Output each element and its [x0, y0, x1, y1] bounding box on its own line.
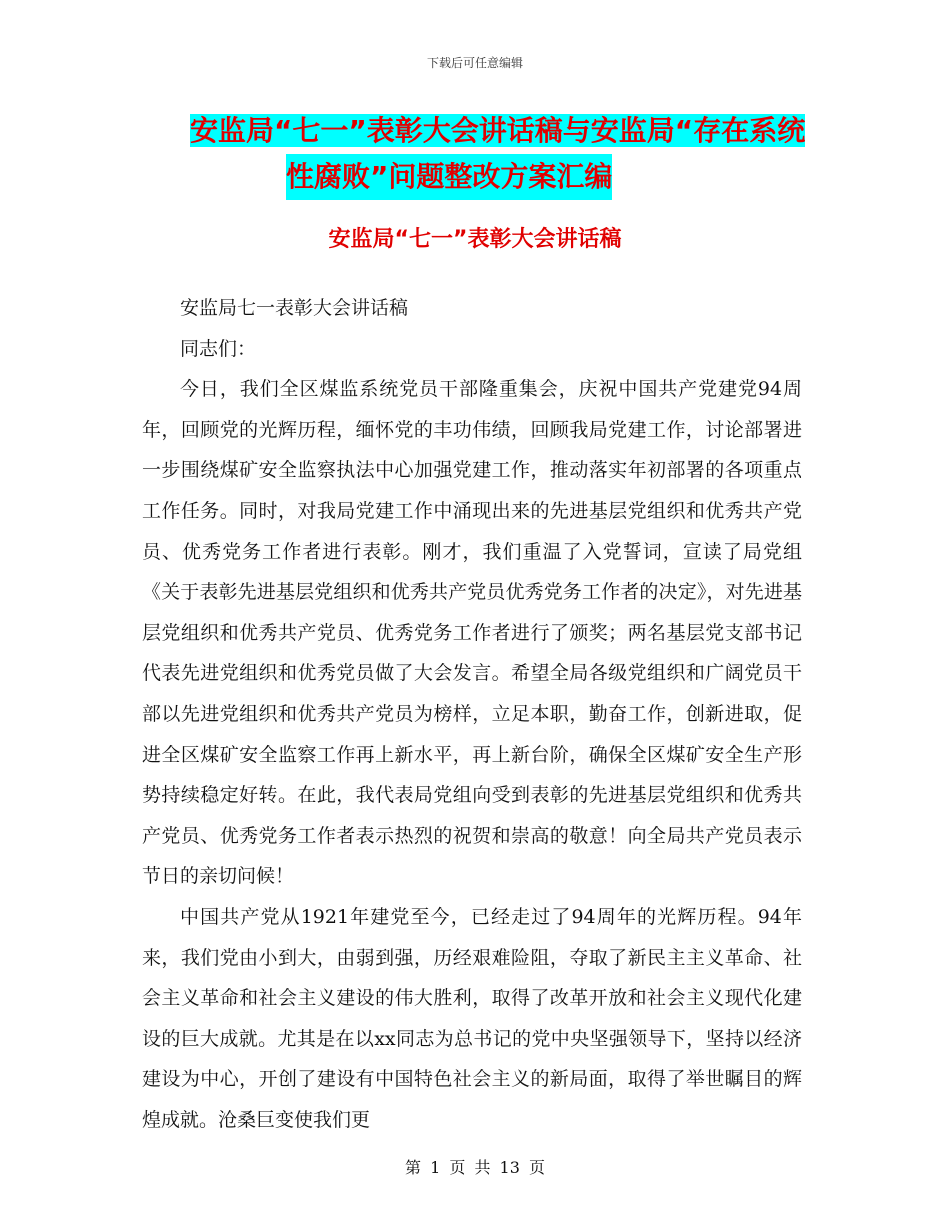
paragraph-salutation: 同志们：	[180, 337, 257, 360]
paragraph-subtitle: 安监局七一表彰大会讲话稿	[180, 297, 409, 319]
document-title	[190, 108, 820, 200]
paragraph: 中国共产党从1921年建党至今，已经走过了94周年的光辉历程。94年来，我们党由小到大，由弱到强，历经艰难险阻，夺取了新民主主义革命、社会主义革命和社会主义建设的伟大胜利，取得了改革开放和社会主义现代化建设的巨大成就。尤其是在以xx同志为总书记的党中央坚强领导下，坚持以经济建设为中心，开创了建设有中国特色社会主义的新局面，取得了举世瞩目的辉煌成就。沧桑巨变使我们更	[142, 905, 802, 1131]
document-title-line-1: 安监局“七一”表彰大会讲话稿与安监局“存在系统	[190, 114, 806, 147]
header-note: 下载后可任意编辑	[426, 56, 523, 70]
paragraph: 今日，我们全区煤监系统党员干部隆重集会，庆祝中国共产党建党94周年，回顾党的光辉历程，缅怀党的丰功伟绩，回顾我局党建工作，讨论部署进一步围绕煤矿安全监察执法中心加强党建工作，推动落实年初部署的各项重点工作任务。同时，对我局党建工作中涌现出来的先进基层党组织和优秀共产党员、优秀党务工作者进行表彰。刚才，我们重温了入党誓词，宣读了局党组《关于表彰先进基层党组织和优秀共产党员优秀党务工作者的决定》，对先进基层党组织和优秀共产党员、优秀党务工作者进行了颁奖；两名基层党支部书记代表先进党组织和优秀党员做了大会发言。希望全局各级党组织和广阔党员干部以先进党组织和优秀共产党员为榜样，立足本职，勤奋工作，创新进取，促进全区煤矿安全监察工作再上新水平，再上新台阶，确保全区煤矿安全生产形势持续稳定好转。在此，我代表局党组向受到表彰的先进基层党组织和优秀共产党员、优秀党务工作者表示热烈的祝贺和崇高的敬意！向全局共产党员表示节日的亲切问候！	[142, 378, 802, 888]
document-body	[142, 288, 802, 1140]
section-title: 安监局“七一”表彰大会讲话稿	[328, 227, 622, 252]
page-footer: 第 1 页 共 13 页	[405, 1158, 545, 1177]
document-title-line-2: 性腐败”问题整改方案汇编	[286, 154, 612, 200]
